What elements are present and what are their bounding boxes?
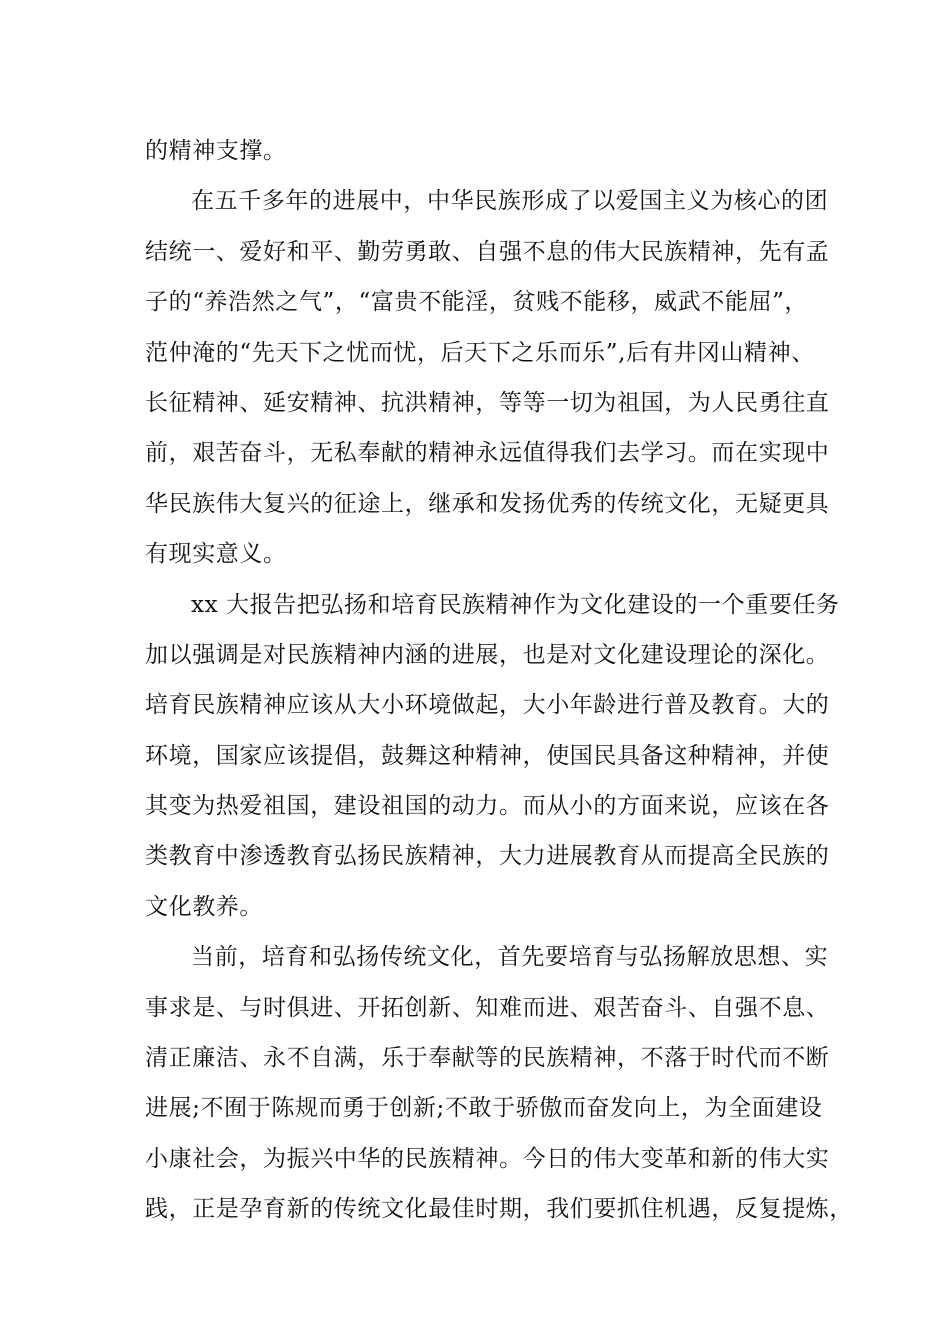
text-line: 前，艰苦奋斗，无私奉献的精神永远值得我们去学习。而在实现中 — [145, 440, 830, 467]
text-line: 小康社会，为振兴中华的民族精神。今日的伟大变革和新的伟大实 — [145, 1145, 830, 1172]
paragraph-4 — [145, 932, 853, 1234]
text-line: 其变为热爱祖国，建设祖国的动力。而从小的方面来说，应该在各 — [145, 793, 830, 820]
text-line: 当前，培育和弘扬传统文化，首先要培育与弘扬解放思想、实 — [191, 944, 829, 971]
text-line: 在五千多年的进展中，中华民族形成了以爱国主义为核心的团 — [191, 188, 829, 215]
text-line: 文化教养。 — [145, 893, 263, 920]
text-line: 培育民族精神应该从大小环境做起，大小年龄进行普及教育。大的 — [145, 692, 830, 719]
text-line: 环境，国家应该提倡，鼓舞这种精神，使国民具备这种精神，并使 — [145, 742, 830, 769]
text-line: 加以强调是对民族精神内涵的进展，也是对文化建设理论的深化。 — [145, 641, 830, 668]
text-line: 的精神支撑。 — [145, 138, 287, 164]
body-text — [145, 126, 853, 1235]
paragraph-2 — [145, 176, 830, 579]
text-line: 有现实意义。 — [145, 541, 287, 568]
text-line: 结统一、爱好和平、勤劳勇敢、自强不息的伟大民族精神，先有孟 — [145, 238, 830, 265]
text-line: 长征精神、延安精神、抗洪精神，等等一切为祖国，为人民勇往直 — [145, 389, 830, 416]
text-line: 践，正是孕育新的传统文化最佳时期，我们要抓住机遇，反复提炼， — [145, 1196, 853, 1223]
text-line: 进展;不囿于陈规而勇于创新;不敢于骄傲而奋发向上，为全面建设 — [145, 1095, 823, 1122]
text-line: 清正廉洁、永不自满，乐于奉献等的民族精神，不落于时代而不断 — [145, 1045, 830, 1072]
text-line: xx 大报告把弘扬和培育民族精神作为文化建设的一个重要任务 — [191, 591, 840, 618]
text-line: 类教育中渗透教育弘扬民族精神，大力进展教育从而提高全民族的 — [145, 843, 830, 870]
paragraph-3 — [145, 580, 840, 933]
text-line: 子的“养浩然之气”，“富贵不能淫，贫贱不能移，威武不能屈”， — [145, 289, 809, 316]
paragraph-1 — [145, 126, 825, 176]
text-line: 范仲淹的“先天下之忧而忧，后天下之乐而乐”,后有井冈山精神、 — [145, 339, 815, 366]
text-line: 华民族伟大复兴的征途上，继承和发扬优秀的传统文化，无疑更具 — [145, 490, 830, 517]
text-line: 事求是、与时俱进、开拓创新、知难而进、艰苦奋斗、自强不息、 — [145, 994, 830, 1021]
